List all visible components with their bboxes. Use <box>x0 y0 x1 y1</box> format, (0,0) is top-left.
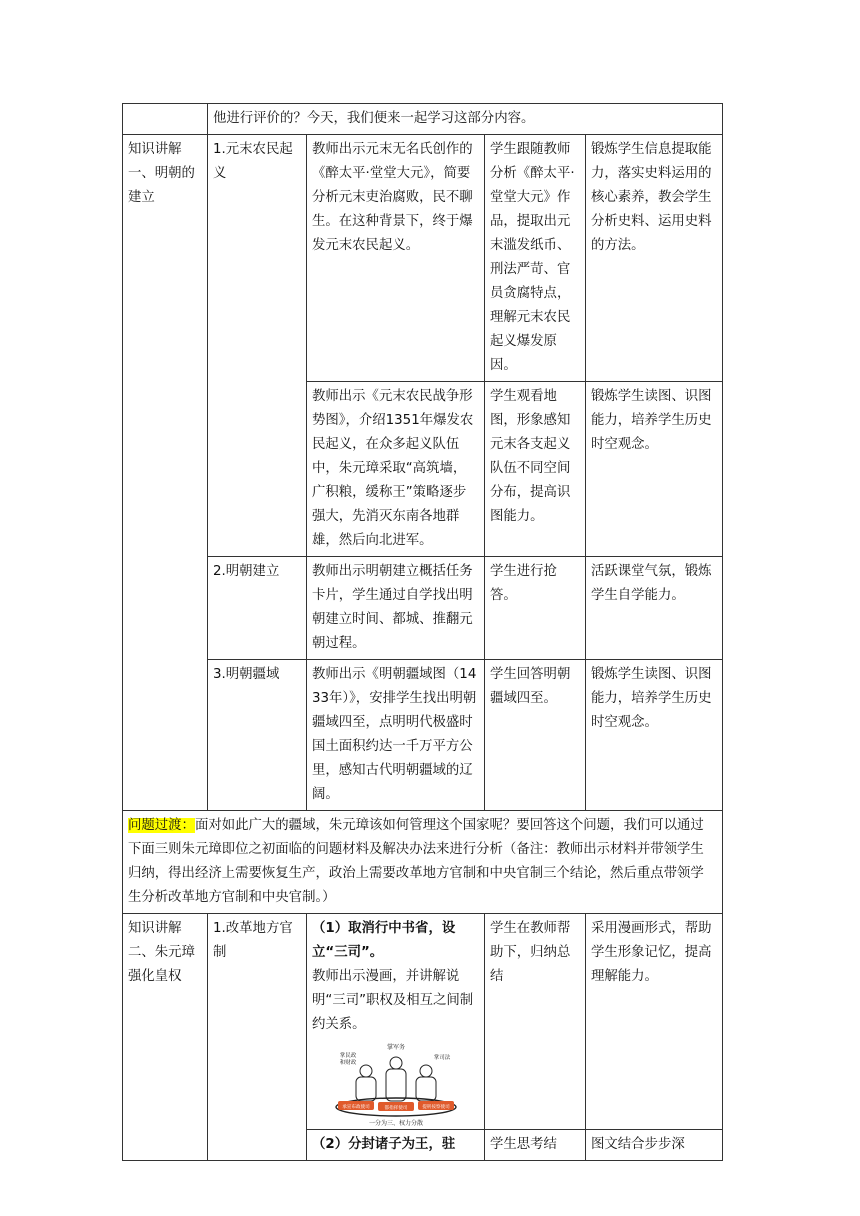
lesson-plan-table <box>122 103 723 1161</box>
design-purpose: 锻炼学生信息提取能力，落实史料运用的核心素养，教会学生分析史料、运用史料的方法。 <box>586 135 723 382</box>
student-activity: 学生观看地图，形象感知元末各支起义队伍不同空间分布，提高识图能力。 <box>485 382 586 557</box>
intro-text: 他进行评价的？今天，我们便来一起学习这部分内容。 <box>208 104 723 135</box>
topic-cell: 3.明朝疆域 <box>208 660 307 811</box>
cartoon-label: 掌民政 <box>339 1053 356 1059</box>
teacher-heading: （2）分封诸子为王，驻 <box>307 1130 485 1161</box>
design-purpose: 采用漫画形式，帮助学生形象记忆，提高理解能力。 <box>586 914 723 1130</box>
table-row <box>123 135 723 382</box>
cartoon-label: 掌军务 <box>386 1044 405 1051</box>
design-purpose: 锻炼学生读图、识图能力，培养学生历史时空观念。 <box>586 382 723 557</box>
table-row <box>123 660 723 811</box>
badge-text: 提刑按察使司 <box>421 1105 450 1110</box>
cartoon-label: 和财政 <box>339 1060 356 1066</box>
empty-cell <box>123 104 208 135</box>
topic-cell: 1.改革地方官制 <box>208 914 307 1161</box>
teacher-activity: 教师出示《元末农民战争形势图》，介绍1351年爆发农民起义，在众多起义队伍中，朱元璋采取“高筑墙，广积粮，缓称王”策略逐步强大，先消灭东南各地群雄，然后向北进军。 <box>307 382 485 557</box>
teacher-activity: 教师出示《明朝疆域图（1433年）》，安排学生找出明朝疆域四至，点明明代极盛时国土面积约达一千万平方公里，感知古代明朝疆域的辽阔。 <box>307 660 485 811</box>
badge-text: 承宣布政使司 <box>341 1105 370 1110</box>
section-title: 知识讲解一、明朝的建立 <box>123 135 208 811</box>
badge-text: 都指挥使司 <box>384 1106 407 1111</box>
teacher-text: 教师出示漫画，并讲解说明“三司”职权及相互之间制约关系。 <box>312 969 474 1032</box>
section-title: 知识讲解二、朱元璋强化皇权 <box>123 914 208 1161</box>
table-row <box>123 557 723 660</box>
teacher-activity: 教师出示明朝建立概括任务卡片，学生通过自学找出明朝建立时间、都城、推翻元朝过程。 <box>307 557 485 660</box>
design-purpose: 锻炼学生读图、识图能力，培养学生历史时空观念。 <box>586 660 723 811</box>
teacher-activity <box>307 914 485 1130</box>
cartoon-caption: 一分为三、权力分散 <box>368 1120 423 1127</box>
three-departments-cartoon <box>332 1041 460 1129</box>
student-activity: 学生跟随教师分析《醉太平·堂堂大元》作品，提取出元末滥发纸币、刑法严苛、官员贪腐特点，理解元末农民起义爆发原因。 <box>485 135 586 382</box>
table-row <box>123 914 723 1130</box>
student-activity: 学生回答明朝疆域四至。 <box>485 660 586 811</box>
student-activity: 学生在教师帮助下，归纳总结 <box>485 914 586 1130</box>
design-purpose: 活跃课堂气氛，锻炼学生自学能力。 <box>586 557 723 660</box>
official-figures <box>356 1057 436 1101</box>
transition-label: 问题过渡： <box>128 818 195 833</box>
topic-cell: 2.明朝建立 <box>208 557 307 660</box>
design-purpose: 图文结合步步深 <box>586 1130 723 1161</box>
topic-cell: 1.元末农民起义 <box>208 135 307 557</box>
teacher-activity: 教师出示元末无名氏创作的《醉太平·堂堂大元》，简要分析元末吏治腐败，民不聊生。在这种背景下，终于爆发元末农民起义。 <box>307 135 485 382</box>
cartoon-label: 掌司法 <box>433 1055 450 1061</box>
transition-text: 面对如此广大的疆域，朱元璋该如何管理这个国家呢？要回答这个问题，我们可以通过下面三则朱元璋即位之初面临的问题材料及解决办法来进行分析（备注：教师出示材料并带领学生归纳，得出经济上需要恢复生产，政治上需要改革地方官制和中央官制三个结论，然后重点带领学生分析改革地方官制和中央官制。） <box>128 818 704 905</box>
student-activity: 学生思考结 <box>485 1130 586 1161</box>
table-row <box>123 811 723 914</box>
transition-cell <box>123 811 723 914</box>
student-activity: 学生进行抢答。 <box>485 557 586 660</box>
teacher-heading: （1）取消行中书省，设立“三司”。 <box>312 921 456 960</box>
table-row <box>123 104 723 135</box>
